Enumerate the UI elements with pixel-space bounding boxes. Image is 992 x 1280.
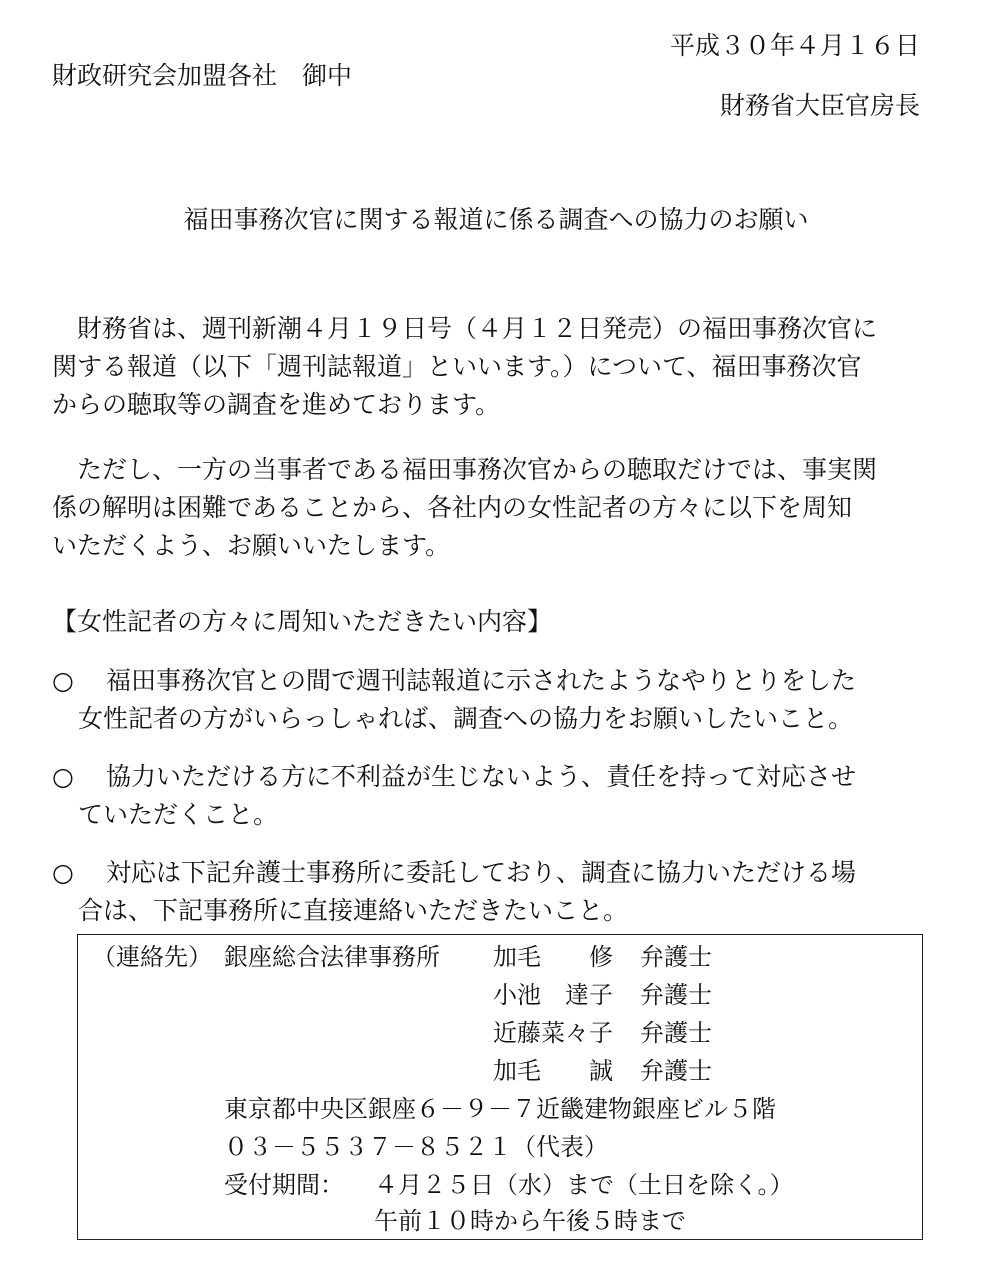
paragraph-line: 係の解明は困難であることから、各社内の女性記者の方々に以下を周知 — [52, 493, 853, 522]
reception-period-dates: ４月２５日（水）まで（土日を除く。） — [374, 1171, 794, 1199]
bullet-text-continued: 合は、下記事務所に直接連絡いただきたいこと。 — [78, 896, 629, 925]
reception-period-label: 受付期間： — [224, 1171, 344, 1199]
lawyer-name: 加毛 修 — [493, 943, 613, 971]
bullet-text-continued: 女性記者の方がいらっしゃれば、調査への協力をお願いしたいこと。 — [78, 704, 854, 733]
section-heading: 【女性記者の方々に周知いただきたい内容】 — [52, 607, 553, 636]
addressee: 財政研究会加盟各社 御中 — [52, 61, 353, 90]
bullet-text: 福田事務次官との間で週刊誌報道に示されたようなやりとりをした — [106, 666, 857, 695]
bullet-text-continued: ていただくこと。 — [78, 800, 279, 829]
paragraph-line: 関する報道（以下「週刊誌報道」といいます。）について、福田事務次官 — [52, 352, 862, 381]
circle-bullet-icon: ○ — [52, 858, 74, 887]
paragraph-line: ただし、一方の当事者である福田事務次官からの聴取だけでは、事実関 — [77, 455, 878, 484]
circle-bullet-icon: ○ — [52, 762, 74, 791]
paragraph-line: 財務省は、週刊新潮４月１９日号（４月１２日発売）の福田事務次官に — [77, 314, 878, 343]
bullet-text: 協力いただける方に不利益が生じないよう、責任を持って対応させ — [106, 762, 857, 791]
paragraph-line: からの聴取等の調査を進めております。 — [52, 390, 501, 419]
lawyer-title: 弁護士 — [640, 943, 712, 971]
bullet-item — [52, 662, 932, 738]
lawyer-name: 加毛 誠 — [493, 1057, 613, 1085]
reception-hours: 午前１０時から午後５時まで — [374, 1207, 686, 1235]
lawyer-name: 近藤菜々子 — [493, 1019, 613, 1047]
lawyer-title: 弁護士 — [640, 1019, 712, 1047]
bullet-item — [52, 854, 932, 930]
sender: 財務省大臣官房長 — [719, 91, 920, 120]
contact-box — [77, 934, 923, 1240]
document-date: 平成３０年４月１６日 — [669, 31, 920, 60]
office-phone: ０３－５５３７－８５２１（代表） — [224, 1133, 608, 1161]
body-paragraph-1 — [52, 310, 930, 424]
circle-bullet-icon: ○ — [52, 666, 74, 695]
lawyer-title: 弁護士 — [640, 981, 712, 1009]
law-office-name: 銀座総合法律事務所 — [224, 943, 440, 971]
lawyer-name: 小池 達子 — [493, 981, 613, 1009]
document-title: 福田事務次官に関する報道に係る調査への協力のお願い — [183, 205, 809, 234]
lawyer-title: 弁護士 — [640, 1057, 712, 1085]
paragraph-line: いただくよう、お願いいたします。 — [52, 531, 451, 560]
bullet-text: 対応は下記弁護士事務所に委託しており、調査に協力いただける場 — [106, 858, 857, 887]
body-paragraph-2 — [52, 451, 930, 565]
office-address: 東京都中央区銀座６－９－７近畿建物銀座ビル５階 — [224, 1095, 776, 1123]
bullet-item — [52, 758, 932, 834]
contact-label: （連絡先） — [92, 943, 212, 971]
